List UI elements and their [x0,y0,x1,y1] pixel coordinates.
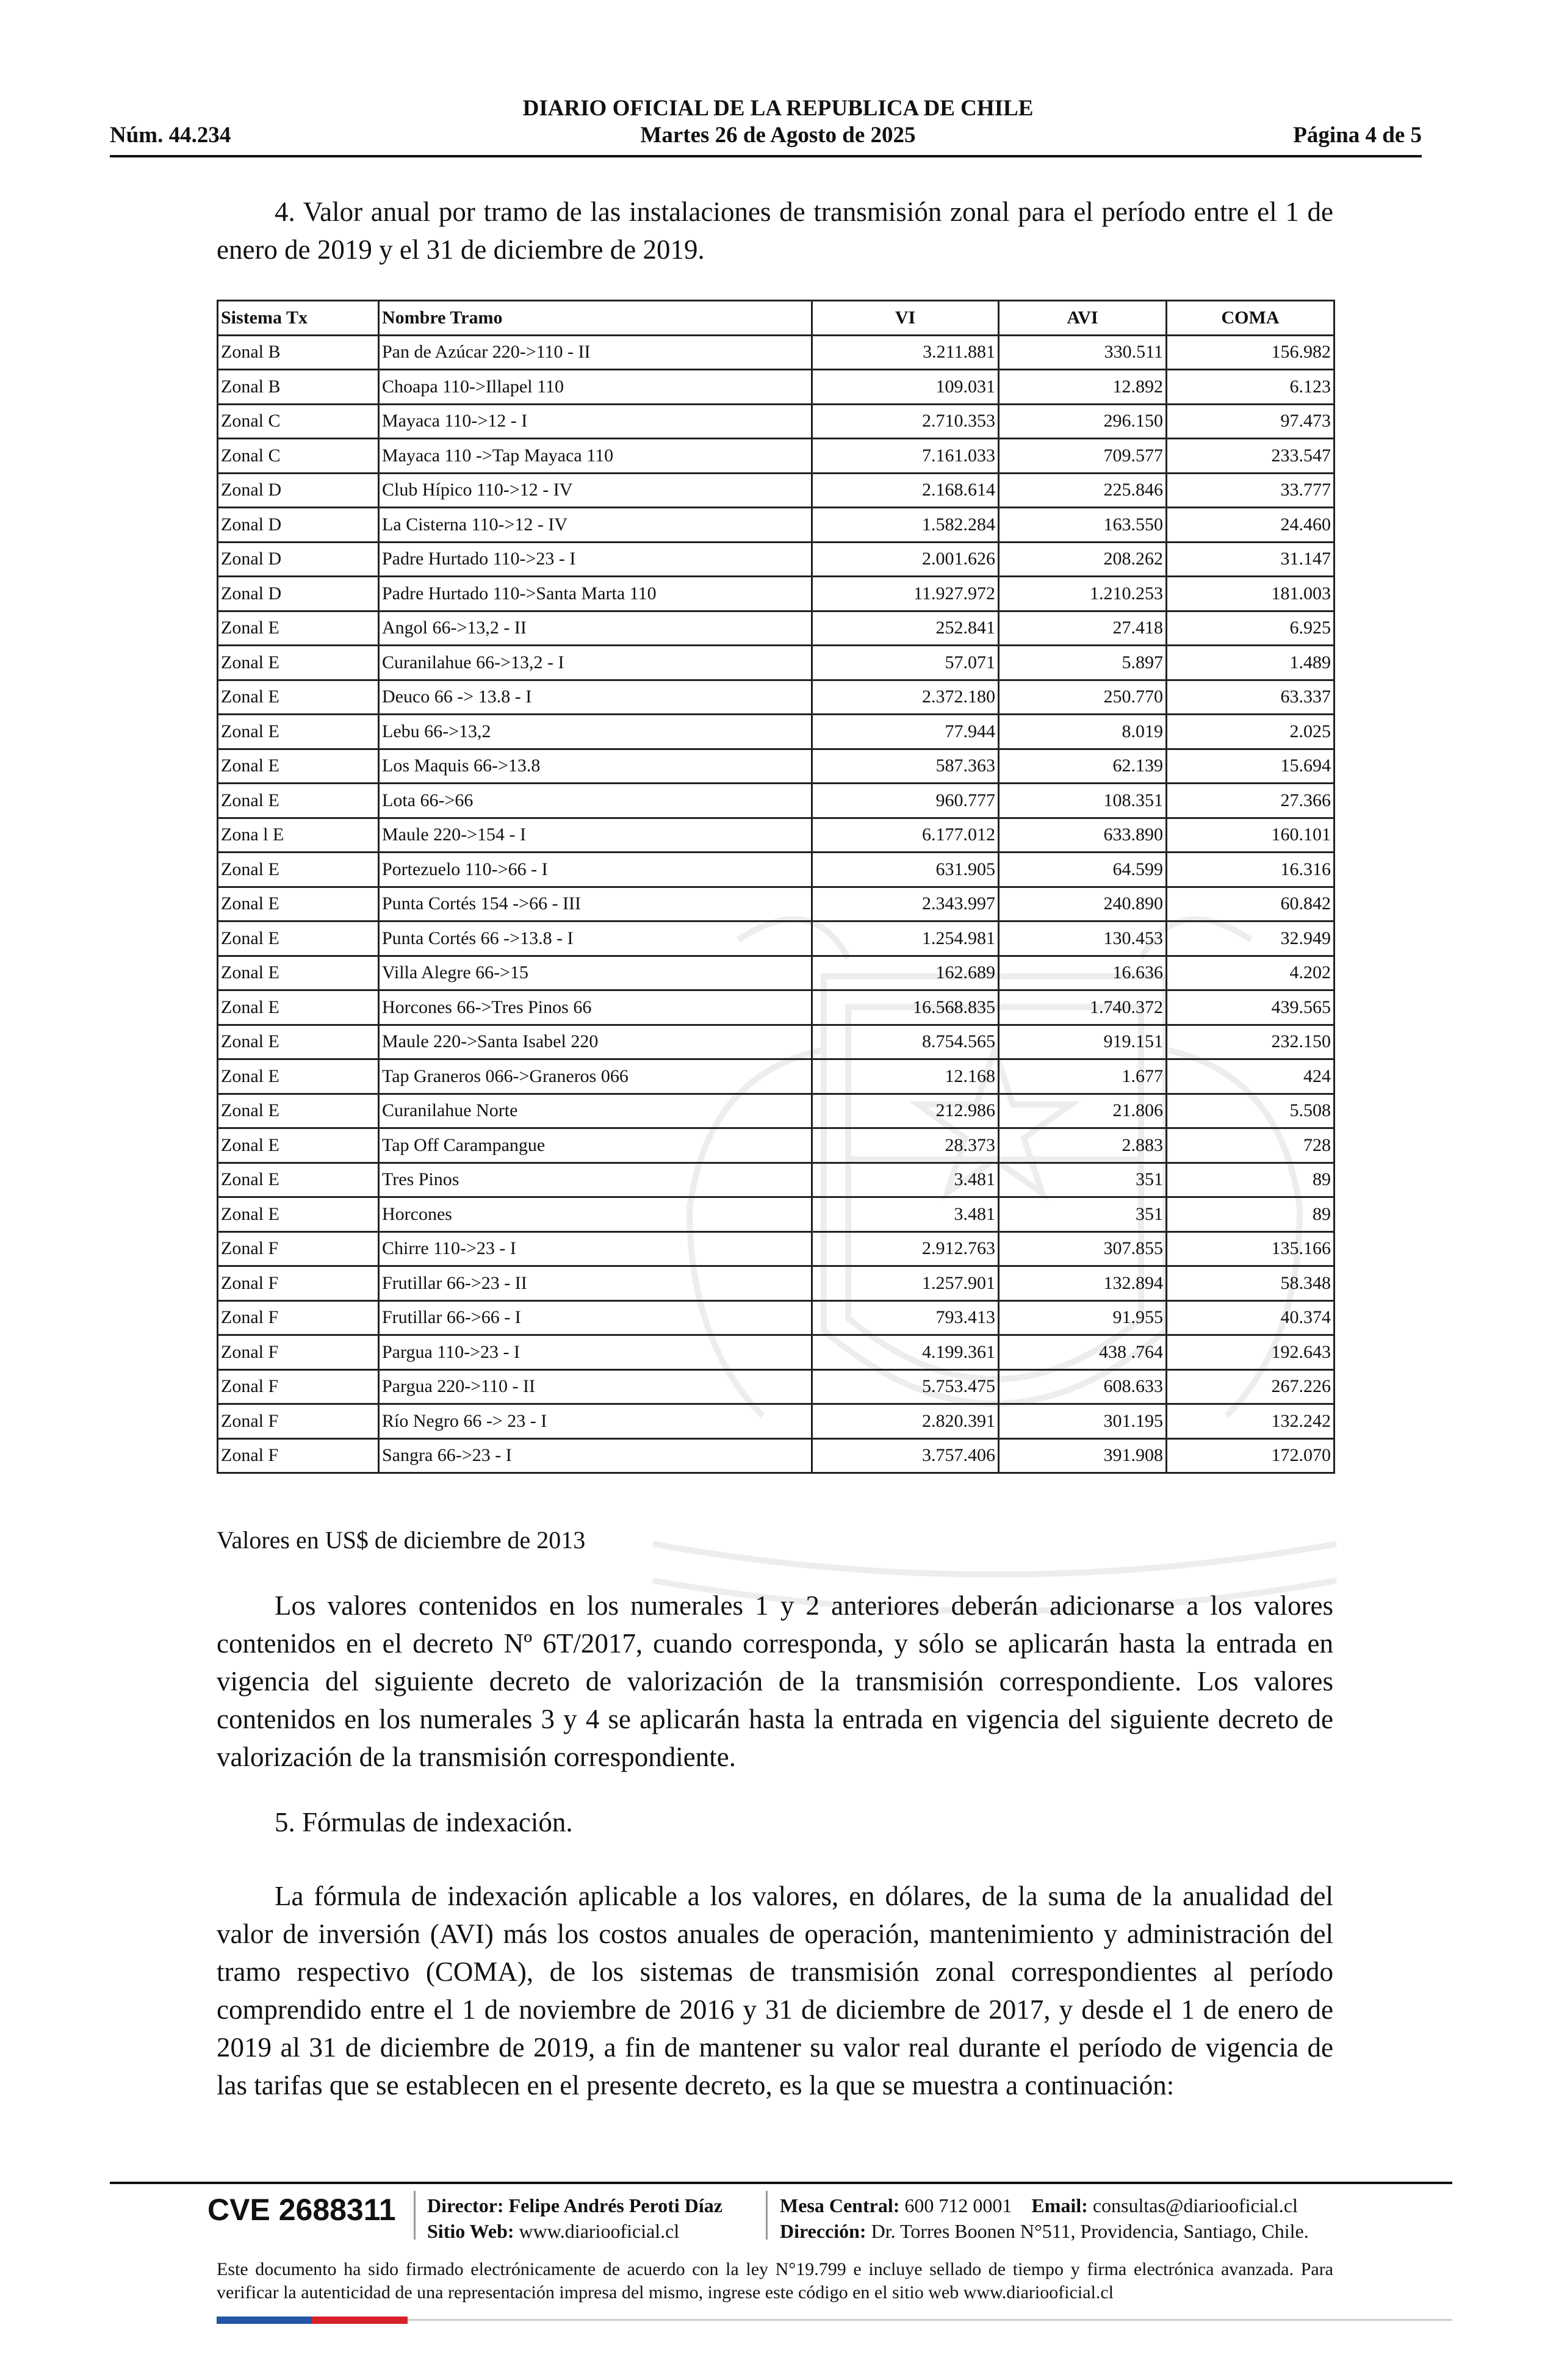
cell-vi: 2.168.614 [812,473,999,508]
cell-coma: 233.547 [1167,439,1334,474]
cell-sistema: Zonal F [218,1266,379,1301]
cell-nombre-tramo: Sangra 66->23 - I [379,1438,812,1473]
cell-coma: 728 [1167,1128,1334,1163]
cell-nombre-tramo: Pargua 220->110 - II [379,1369,812,1404]
flag-stripe-blue [217,2317,311,2324]
cell-nombre-tramo: Mayaca 110 ->Tap Mayaca 110 [379,439,812,474]
web-link[interactable]: www.diariooficial.cl [519,2220,680,2242]
table-row [218,473,1334,508]
cell-vi: 6.177.012 [812,818,999,853]
cell-avi: 1.740.372 [999,990,1167,1025]
table-row [218,784,1334,818]
cell-coma: 97.473 [1167,404,1334,439]
issue-date: Martes 26 de Agosto de 2025 [640,123,916,148]
table-row [218,1438,1334,1473]
cell-vi: 162.689 [812,956,999,990]
cell-vi: 960.777 [812,784,999,818]
table-row [218,1197,1334,1232]
cell-vi: 3.211.881 [812,335,999,370]
web-label: Sitio Web: [427,2220,514,2242]
table-row [218,853,1334,887]
address-label: Dirección: [780,2220,866,2242]
cell-nombre-tramo: Punta Cortés 66 ->13.8 - I [379,921,812,956]
cell-sistema: Zonal E [218,990,379,1025]
cell-coma: 160.101 [1167,818,1334,853]
cell-sistema: Zonal D [218,577,379,611]
cell-sistema: Zona l E [218,818,379,853]
table-row [218,956,1334,990]
cell-coma: 32.949 [1167,921,1334,956]
cell-coma: 2.025 [1167,715,1334,749]
cell-nombre-tramo: Horcones [379,1197,812,1232]
cell-vi: 5.753.475 [812,1369,999,1404]
cell-avi: 132.894 [999,1266,1167,1301]
cell-coma: 267.226 [1167,1369,1334,1404]
cell-sistema: Zonal E [218,1025,379,1059]
table-row [218,1128,1334,1163]
director-name: Felipe Andrés Peroti Díaz [508,2194,722,2216]
cell-nombre-tramo: Portezuelo 110->66 - I [379,853,812,887]
cell-nombre-tramo: Maule 220->Santa Isabel 220 [379,1025,812,1059]
cell-avi: 1.210.253 [999,577,1167,611]
cell-avi: 2.883 [999,1128,1167,1163]
cell-nombre-tramo: Frutillar 66->66 - I [379,1300,812,1335]
cell-coma: 4.202 [1167,956,1334,990]
table-row [218,1369,1334,1404]
footer-contact-block [780,2193,1309,2244]
footer-separator [766,2191,768,2240]
cell-nombre-tramo: Lota 66->66 [379,784,812,818]
cell-sistema: Zonal E [218,1128,379,1163]
header-coma: COMA [1167,301,1334,336]
cell-nombre-tramo: Club Hípico 110->12 - IV [379,473,812,508]
cell-nombre-tramo: Choapa 110->Illapel 110 [379,370,812,405]
cell-vi: 11.927.972 [812,577,999,611]
cell-coma: 40.374 [1167,1300,1334,1335]
transmission-values-table [217,300,1335,1474]
cell-sistema: Zonal E [218,1163,379,1197]
table-row [218,818,1334,853]
cell-avi: 296.150 [999,404,1167,439]
table-row [218,749,1334,784]
cell-sistema: Zonal F [218,1438,379,1473]
cell-avi: 91.955 [999,1300,1167,1335]
cell-avi: 225.846 [999,473,1167,508]
table-header-row [218,301,1334,336]
cell-vi: 12.168 [812,1059,999,1094]
cell-avi: 709.577 [999,439,1167,474]
cell-avi: 64.599 [999,853,1167,887]
cell-avi: 12.892 [999,370,1167,405]
cell-nombre-tramo: Horcones 66->Tres Pinos 66 [379,990,812,1025]
cell-sistema: Zonal C [218,439,379,474]
cell-coma: 31.147 [1167,542,1334,577]
header-divider [110,155,1422,157]
table-row [218,439,1334,474]
cell-coma: 6.925 [1167,611,1334,646]
cell-sistema: Zonal B [218,370,379,405]
table-row [218,1404,1334,1439]
table-row [218,335,1334,370]
cell-coma: 192.643 [1167,1335,1334,1370]
cell-vi: 8.754.565 [812,1025,999,1059]
cell-sistema: Zonal F [218,1369,379,1404]
cell-nombre-tramo: Los Maquis 66->13.8 [379,749,812,784]
table-row [218,1163,1334,1197]
cell-vi: 57.071 [812,646,999,680]
cell-vi: 28.373 [812,1128,999,1163]
cell-avi: 633.890 [999,818,1167,853]
header-sistema: Sistema Tx [218,301,379,336]
cell-sistema: Zonal E [218,1059,379,1094]
footer-divider [110,2182,1452,2184]
cell-avi: 208.262 [999,542,1167,577]
cell-sistema: Zonal E [218,887,379,921]
cell-coma: 27.366 [1167,784,1334,818]
table-currency-note: Valores en US$ de diciembre de 2013 [217,1526,586,1554]
cell-sistema: Zonal F [218,1300,379,1335]
cell-nombre-tramo: Padre Hurtado 110->23 - I [379,542,812,577]
cell-vi: 2.001.626 [812,542,999,577]
cell-coma: 135.166 [1167,1231,1334,1266]
table-row [218,715,1334,749]
flag-stripe-red [311,2317,408,2324]
cve-code: CVE 2688311 [207,2193,396,2227]
cell-sistema: Zonal F [218,1231,379,1266]
cell-coma: 89 [1167,1197,1334,1232]
cell-coma: 15.694 [1167,749,1334,784]
cell-coma: 424 [1167,1059,1334,1094]
cell-vi: 1.582.284 [812,508,999,543]
header-vi: VI [812,301,999,336]
cell-nombre-tramo: Curanilahue Norte [379,1094,812,1128]
cell-vi: 2.912.763 [812,1231,999,1266]
cell-nombre-tramo: Tres Pinos [379,1163,812,1197]
cell-avi: 250.770 [999,680,1167,715]
table-row [218,1231,1334,1266]
cell-avi: 108.351 [999,784,1167,818]
cell-nombre-tramo: Tap Off Carampangue [379,1128,812,1163]
cell-vi: 1.257.901 [812,1266,999,1301]
cell-avi: 130.453 [999,921,1167,956]
gazette-title: DIARIO OFICIAL DE LA REPUBLICA DE CHILE [522,96,1034,121]
cell-sistema: Zonal D [218,542,379,577]
cell-nombre-tramo: Punta Cortés 154 ->66 - III [379,887,812,921]
cell-coma: 1.489 [1167,646,1334,680]
cell-vi: 16.568.835 [812,990,999,1025]
cell-coma: 89 [1167,1163,1334,1197]
cell-sistema: Zonal E [218,853,379,887]
cell-sistema: Zonal C [218,404,379,439]
table-row [218,542,1334,577]
cell-vi: 7.161.033 [812,439,999,474]
cell-vi: 2.343.997 [812,887,999,921]
cell-vi: 252.841 [812,611,999,646]
cell-nombre-tramo: Villa Alegre 66->15 [379,956,812,990]
cell-sistema: Zonal E [218,715,379,749]
cell-sistema: Zonal F [218,1335,379,1370]
cell-avi: 307.855 [999,1231,1167,1266]
cell-nombre-tramo: Maule 220->154 - I [379,818,812,853]
mesa-phone: 600 712 0001 [904,2194,1012,2216]
cell-sistema: Zonal F [218,1404,379,1439]
cell-vi: 587.363 [812,749,999,784]
cell-vi: 3.757.406 [812,1438,999,1473]
cell-avi: 1.677 [999,1059,1167,1094]
cell-sistema: Zonal E [218,784,379,818]
table-row [218,508,1334,543]
table-row [218,1300,1334,1335]
cell-vi: 1.254.981 [812,921,999,956]
issue-number: Núm. 44.234 [110,123,231,148]
section-4-intro: 4. Valor anual por tramo de las instalaciones de transmisión zonal para el período entre el 1 de enero de 2019 y el 31 de diciembre de 2019. [217,197,1333,265]
cell-coma: 58.348 [1167,1266,1334,1301]
cell-nombre-tramo: Chirre 110->23 - I [379,1231,812,1266]
table-row [218,1059,1334,1094]
paragraph-indexation-formula: La fórmula de indexación aplicable a los valores, en dólares, de la suma de la anualidad del valor de inversión (AVI) más los costos anuales de operación, mantenimiento y administración del tramo respectivo (COMA), de los sistemas de transmisión zonal correspondientes al período comprendido entre el 1 de noviembre de 2016 y 31 de diciembre de 2017, y desde el 1 de enero de 2019 al 31 de diciembre de 2019, a fin de mantener su valor real durante el período de vigencia de las tarifas que se establecen en el presente decreto, es la que se muestra a continuación: [217,1881,1333,2101]
cell-coma: 6.123 [1167,370,1334,405]
section-5-heading: 5. Fórmulas de indexación. [275,1807,573,1837]
cell-sistema: Zonal E [218,1094,379,1128]
cell-sistema: Zonal D [218,473,379,508]
cell-coma: 60.842 [1167,887,1334,921]
cell-avi: 163.550 [999,508,1167,543]
cell-avi: 5.897 [999,646,1167,680]
cell-avi: 240.890 [999,887,1167,921]
director-label: Director: [427,2194,504,2216]
cell-avi: 16.636 [999,956,1167,990]
cell-coma: 181.003 [1167,577,1334,611]
table-row [218,990,1334,1025]
cell-sistema: Zonal D [218,508,379,543]
mesa-label: Mesa Central: [780,2194,900,2216]
cell-avi: 391.908 [999,1438,1167,1473]
table-row [218,370,1334,405]
cell-nombre-tramo: La Cisterna 110->12 - IV [379,508,812,543]
cell-nombre-tramo: Angol 66->13,2 - II [379,611,812,646]
cell-vi: 109.031 [812,370,999,405]
address-text: Dr. Torres Boonen N°511, Providencia, Santiago, Chile. [871,2220,1309,2242]
cell-coma: 33.777 [1167,473,1334,508]
footer-director-block [427,2193,722,2244]
cell-vi: 2.710.353 [812,404,999,439]
electronic-signature-note: Este documento ha sido firmado electrónicamente de acuerdo con la ley N°19.799 e incluye sellado de tiempo y firma electrónica avanzada. Para verificar la autenticidad de una representación impresa del mismo, ingrese este código en el sitio web www.diariooficial.cl [217,2259,1333,2302]
paragraph-valores: Los valores contenidos en los numerales 1 y 2 anteriores deberán adicionarse a los valores contenidos en el decreto Nº 6T/2017, cuando corresponda, y sólo se aplicarán hasta la entrada en vigencia del siguiente decreto de valorización de la transmisión correspondiente. Los valores contenidos en los numerales 3 y 4 se aplicarán hasta la entrada en vigencia del siguiente decreto de valorización de la transmisión correspondiente. [217,1590,1333,1772]
cell-vi: 3.481 [812,1163,999,1197]
cell-coma: 16.316 [1167,853,1334,887]
cell-avi: 351 [999,1163,1167,1197]
table-row [218,404,1334,439]
cell-vi: 77.944 [812,715,999,749]
cell-avi: 608.633 [999,1369,1167,1404]
cell-vi: 3.481 [812,1197,999,1232]
cell-vi: 212.986 [812,1094,999,1128]
footer-bottom-line [408,2319,1452,2321]
page-number: Página 4 de 5 [1293,123,1422,148]
cell-sistema: Zonal E [218,1197,379,1232]
header-nombre-tramo: Nombre Tramo [379,301,812,336]
email-label: Email: [1031,2194,1088,2216]
table-row [218,1094,1334,1128]
cell-sistema: Zonal B [218,335,379,370]
table-row [218,1335,1334,1370]
cell-coma: 232.150 [1167,1025,1334,1059]
cell-avi: 21.806 [999,1094,1167,1128]
cell-coma: 5.508 [1167,1094,1334,1128]
cell-vi: 2.820.391 [812,1404,999,1439]
table-row [218,887,1334,921]
cell-coma: 132.242 [1167,1404,1334,1439]
cell-avi: 62.139 [999,749,1167,784]
cell-sistema: Zonal E [218,956,379,990]
cell-sistema: Zonal E [218,921,379,956]
cell-coma: 63.337 [1167,680,1334,715]
table-row [218,680,1334,715]
cell-nombre-tramo: Lebu 66->13,2 [379,715,812,749]
cell-sistema: Zonal E [218,611,379,646]
cell-sistema: Zonal E [218,749,379,784]
cell-nombre-tramo: Deuco 66 -> 13.8 - I [379,680,812,715]
footer-separator [414,2191,416,2240]
cell-avi: 330.511 [999,335,1167,370]
cell-vi: 4.199.361 [812,1335,999,1370]
cell-coma: 439.565 [1167,990,1334,1025]
cell-avi: 301.195 [999,1404,1167,1439]
cell-sistema: Zonal E [218,680,379,715]
cell-avi: 8.019 [999,715,1167,749]
cell-nombre-tramo: Padre Hurtado 110->Santa Marta 110 [379,577,812,611]
cell-nombre-tramo: Pan de Azúcar 220->110 - II [379,335,812,370]
table-row [218,577,1334,611]
cell-nombre-tramo: Frutillar 66->23 - II [379,1266,812,1301]
table-row [218,1266,1334,1301]
cell-avi: 27.418 [999,611,1167,646]
table-row [218,611,1334,646]
cell-nombre-tramo: Tap Graneros 066->Graneros 066 [379,1059,812,1094]
table-row [218,646,1334,680]
cell-vi: 631.905 [812,853,999,887]
cell-coma: 24.460 [1167,508,1334,543]
header-avi: AVI [999,301,1167,336]
cell-nombre-tramo: Curanilahue 66->13,2 - I [379,646,812,680]
cell-avi: 351 [999,1197,1167,1232]
cell-vi: 793.413 [812,1300,999,1335]
email-link[interactable]: consultas@diariooficial.cl [1092,2194,1298,2216]
table-body [218,335,1334,1473]
cell-avi: 919.151 [999,1025,1167,1059]
cell-vi: 2.372.180 [812,680,999,715]
cell-coma: 156.982 [1167,335,1334,370]
cell-sistema: Zonal E [218,646,379,680]
cell-nombre-tramo: Río Negro 66 -> 23 - I [379,1404,812,1439]
table-row [218,1025,1334,1059]
cell-nombre-tramo: Mayaca 110->12 - I [379,404,812,439]
cell-nombre-tramo: Pargua 110->23 - I [379,1335,812,1370]
table-row [218,921,1334,956]
cell-coma: 172.070 [1167,1438,1334,1473]
cell-avi: 438 .764 [999,1335,1167,1370]
